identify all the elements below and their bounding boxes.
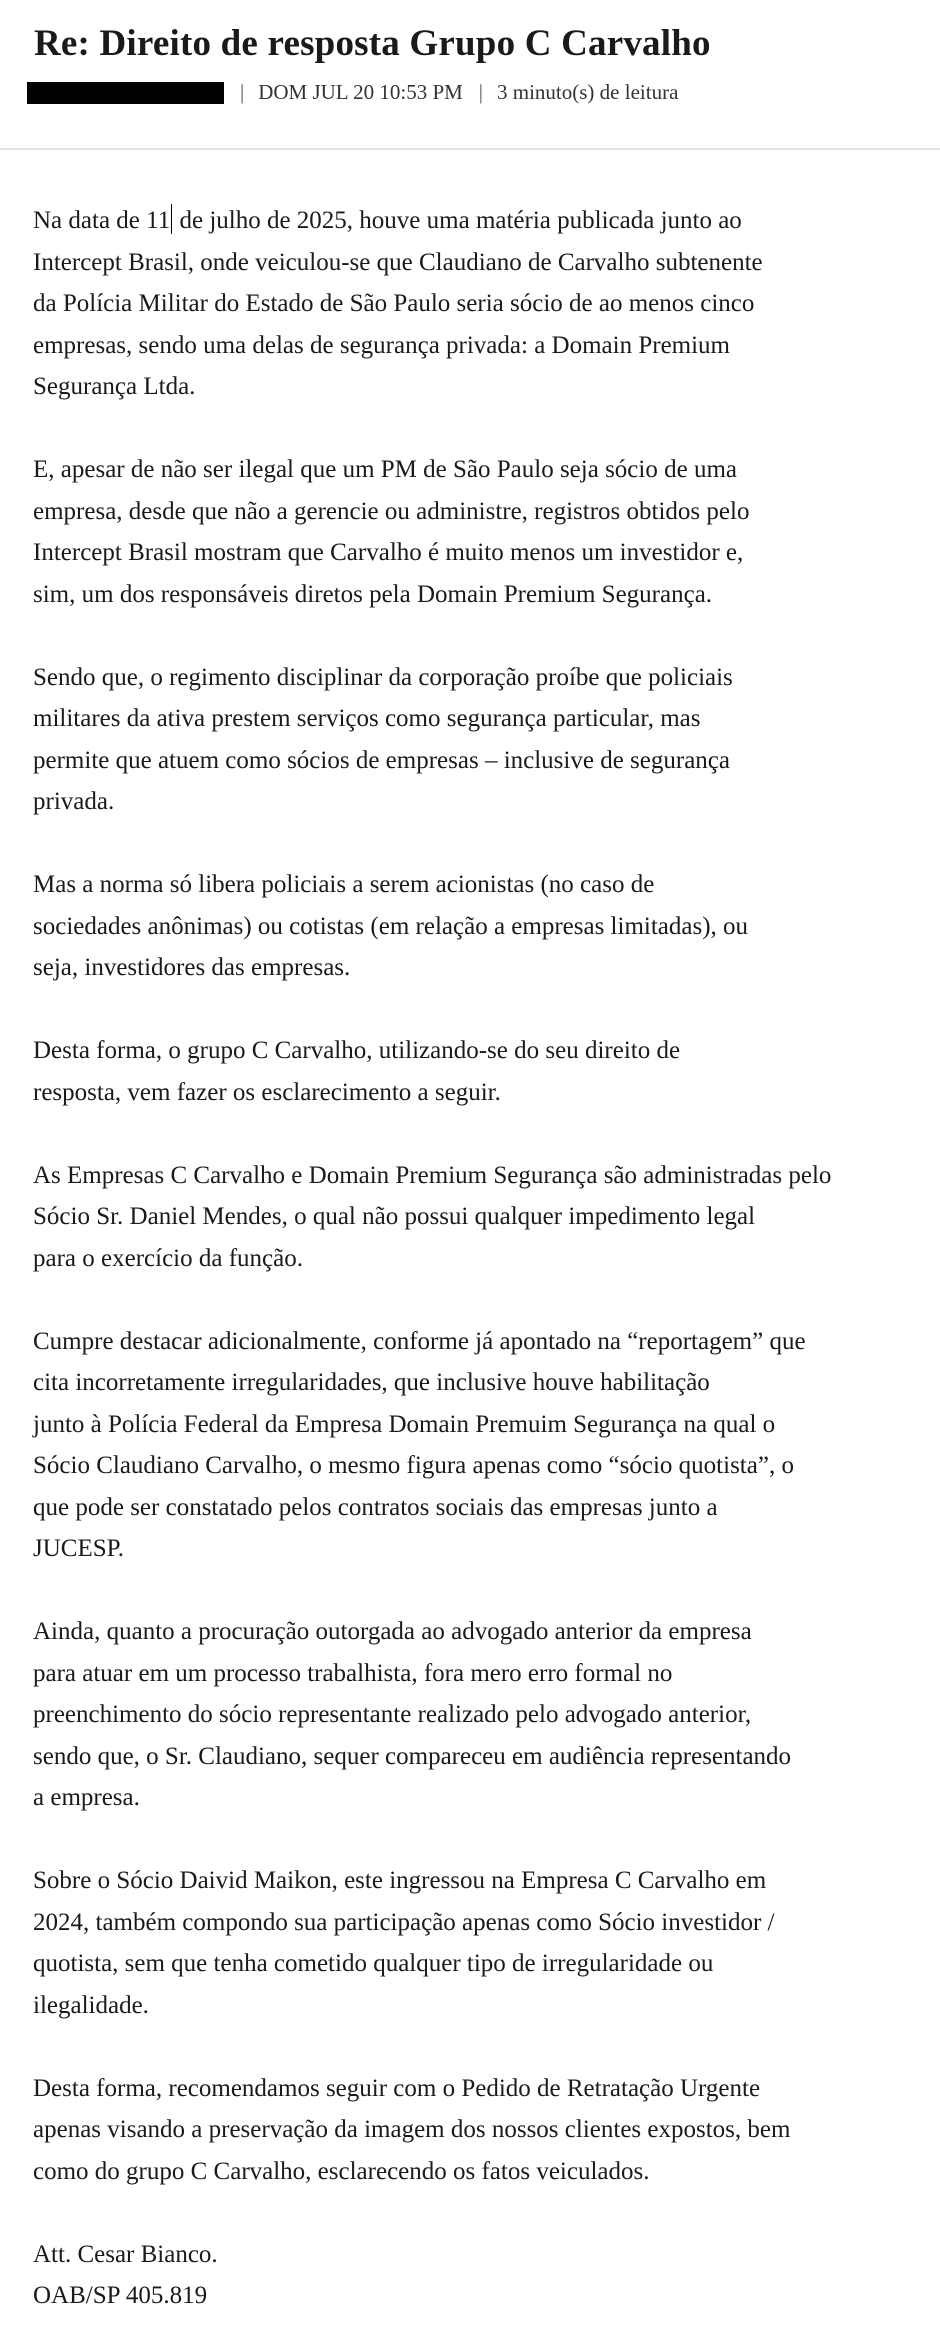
email-meta: [27, 80, 678, 105]
body-paragraph: E, apesar de não ser ilegal que um PM de São Paulo seja sócio de uma empresa, desde que não a gerencie ou administre, registros obtidos pelo Intercept Brasil mostram que Carvalho é muito menos um investidor e, sim, um dos responsáveis diretos pela Domain Premium Segurança.: [33, 456, 750, 608]
body-paragraph: Sobre o Sócio Daivid Maikon, este ingressou na Empresa C Carvalho em 2024, também compondo sua participação apenas como Sócio investidor / quotista, sem que tenha cometido qualquer tipo de irregularidade ou ilegalidade.: [33, 1867, 775, 2019]
email-timestamp: DOM JUL 20 10:53 PM: [258, 80, 463, 104]
body-paragraph: Cumpre destacar adicionalmente, conforme já apontado na “reportagem” que cita incorretamente irregularidades, que inclusive houve habilitação junto à Polícia Federal da Empresa Domain Premuim Segurança na qual o Sócio Claudiano Carvalho, o mesmo figura apenas como “sócio quotista”, o que pode ser constatado pelos contratos sociais das empresas junto a JUCESP.: [33, 1327, 806, 1562]
body-text: de julho de 2025, houve uma matéria publicada junto ao Intercept Brasil, onde veiculou-se que Claudiano de Carvalho subtenente da Polícia Militar do Estado de São Paulo seria sócio de ao menos cinco empresas, sendo uma delas de segurança privada: a Domain Premium Segurança Ltda.: [33, 207, 763, 400]
body-paragraph: Sendo que, o regimento disciplinar da corporação proíbe que policiais militares da ativa prestem serviços como segurança particular, mas permite que atuem como sócios de empresas – inclusive de segurança privada.: [33, 663, 733, 815]
read-time: 3 minuto(s) de leitura: [497, 80, 679, 104]
email-signature: Att. Cesar Bianco. OAB/SP 405.819: [33, 2240, 218, 2309]
meta-separator: |: [240, 80, 245, 104]
body-paragraph: Desta forma, recomendamos seguir com o Pedido de Retratação Urgente apenas visando a preservação da imagem dos nossos clientes expostos, bem como do grupo C Carvalho, esclarecendo os fatos veiculados.: [33, 2074, 791, 2185]
meta-separator: |: [478, 80, 484, 104]
redacted-sender: [27, 82, 224, 104]
body-paragraph: As Empresas C Carvalho e Domain Premium Segurança são administradas pelo Sócio Sr. Daniel Mendes, o qual não possui qualquer impedimento legal para o exercício da função.: [33, 1161, 832, 1272]
body-text: Na data de 11: [33, 207, 171, 234]
email-body[interactable]: [33, 200, 913, 2317]
body-paragraph: [33, 200, 913, 408]
body-paragraph: Desta forma, o grupo C Carvalho, utilizando-se do seu direito de resposta, vem fazer os esclarecimento a seguir.: [33, 1037, 681, 1106]
body-paragraph: Mas a norma só libera policiais a serem acionistas (no caso de sociedades anônimas) ou cotistas (em relação a empresas limitadas), ou seja, investidores das empresas.: [33, 871, 749, 981]
email-subject: Re: Direito de resposta Grupo C Carvalho: [34, 23, 711, 64]
body-paragraph: Ainda, quanto a procuração outorgada ao advogado anterior da empresa para atuar em um processo trabalhista, fora mero erro formal no preenchimento do sócio representante realizado pelo advogado anterior, sendo que, o Sr. Claudiano, sequer compareceu em audiência representando a empresa.: [33, 1618, 792, 1811]
email-header: [0, 0, 940, 150]
